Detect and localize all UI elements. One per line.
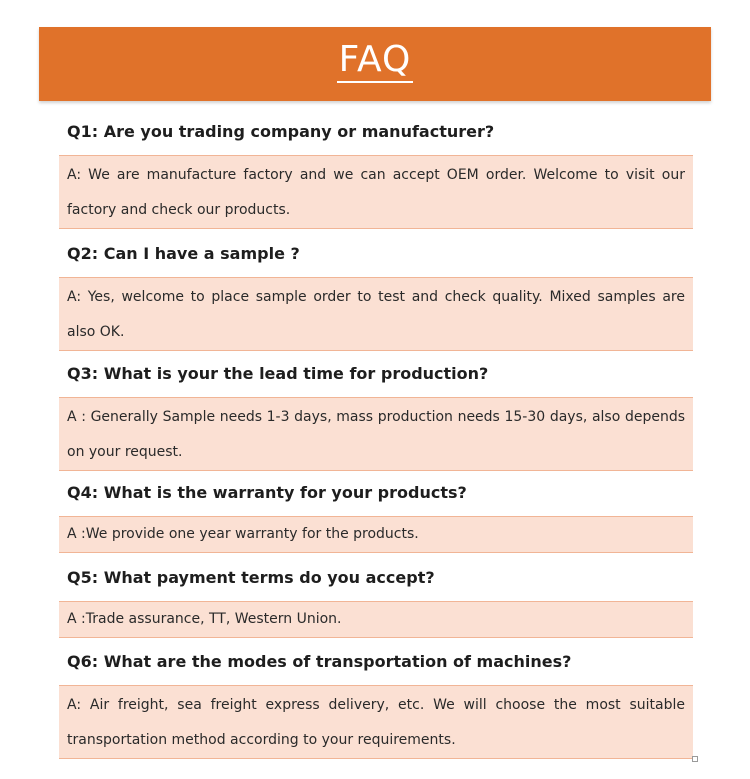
- faq-answer: A :We provide one year warranty for the products.: [59, 516, 693, 553]
- faq-answer: A: Air freight, sea freight express delivery, etc. We will choose the most suitable transportation method according to your requirements.: [59, 685, 693, 759]
- faq-question: Q3: What is your the lead time for production?: [67, 364, 489, 383]
- faq-question: Q5: What payment terms do you accept?: [67, 568, 435, 587]
- faq-question: Q2: Can I have a sample ?: [67, 244, 300, 263]
- resize-handle-icon: [692, 756, 698, 762]
- faq-item-5: [59, 566, 693, 638]
- faq-title: FAQ: [337, 40, 414, 83]
- faq-question: Q4: What is the warranty for your products?: [67, 483, 467, 502]
- faq-item-2: [59, 242, 693, 351]
- faq-item-6: [59, 650, 693, 759]
- faq-answer: A : Generally Sample needs 1-3 days, mass production needs 15-30 days, also depends on your request.: [59, 397, 693, 471]
- faq-banner: [39, 27, 711, 101]
- faq-question: Q6: What are the modes of transportation of machines?: [67, 652, 572, 671]
- faq-item-1: [59, 120, 693, 229]
- faq-answer: A: We are manufacture factory and we can accept OEM order. Welcome to visit our factory and check our products.: [59, 155, 693, 229]
- faq-question: Q1: Are you trading company or manufacturer?: [67, 122, 495, 141]
- faq-answer: A: Yes, welcome to place sample order to test and check quality. Mixed samples are also OK.: [59, 277, 693, 351]
- faq-item-3: [59, 362, 693, 471]
- faq-item-4: [59, 481, 693, 553]
- faq-answer: A :Trade assurance, TT, Western Union.: [59, 601, 693, 638]
